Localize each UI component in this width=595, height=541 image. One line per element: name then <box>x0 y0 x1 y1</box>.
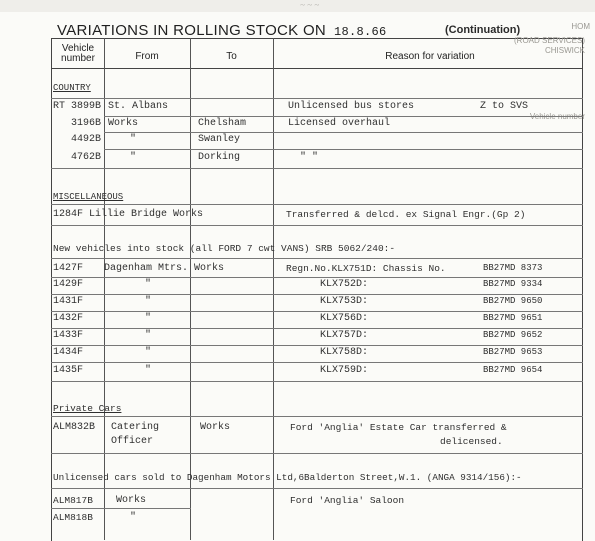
van-1-chassis: BB27MD 8373 <box>483 263 543 273</box>
van-1-from: Dagenham Mtrs. Works <box>104 263 225 274</box>
page-title <box>57 22 387 39</box>
row-2-to: Chelsham <box>198 118 247 129</box>
row-rule <box>51 311 583 312</box>
sold-2-from: " <box>130 512 137 523</box>
col-divider-1 <box>104 38 105 540</box>
new-vehicles-note: New vehicles into stock (all FORD 7 cwt VANS) SRB 5062/240:- <box>53 243 396 254</box>
row-rule <box>51 98 583 99</box>
section-private: Private Cars <box>53 403 122 414</box>
row-rule <box>51 277 583 278</box>
van-1-vehicle: 1427F <box>53 263 84 274</box>
van-5-vehicle: 1433F <box>53 330 84 341</box>
van-3-vehicle: 1431F <box>53 296 84 307</box>
row-rule <box>104 132 583 133</box>
sold-1-from: Works <box>116 495 147 506</box>
title-text: VARIATIONS IN ROLLING STOCK ON <box>57 22 327 39</box>
van-2-vehicle: 1429F <box>53 279 84 290</box>
row-rule <box>51 345 583 346</box>
row-3-to: Swanley <box>198 134 241 145</box>
row-rule <box>104 149 583 150</box>
row-rule <box>51 508 191 509</box>
col-header-from: From <box>135 51 159 62</box>
col-header-reason: Reason for variation <box>385 51 475 62</box>
row-rule <box>51 453 583 454</box>
bleed-scribble: ~ ~ ~ <box>300 0 320 10</box>
sold-1-vehicle: ALM817B <box>53 495 93 506</box>
van-4-regn: KLX756D: <box>320 313 369 324</box>
row-rule <box>104 116 583 117</box>
van-6-vehicle: 1434F <box>53 347 84 358</box>
van-7-vehicle: 1435F <box>53 365 84 376</box>
bleed-road-services: (ROAD SERVICES) <box>514 36 585 45</box>
row-1-extra: Z to SVS <box>480 101 529 112</box>
top-bleed-strip <box>0 0 595 12</box>
row-rule <box>51 328 583 329</box>
row-rule <box>51 488 583 489</box>
row-rule <box>51 204 583 205</box>
row-rule <box>51 416 583 417</box>
row-3-vehicle: 4492B <box>71 134 102 145</box>
table-frame <box>51 38 583 541</box>
van-3-chassis: BB27MD 9650 <box>483 296 543 306</box>
van-7-from: " <box>145 365 152 376</box>
col-divider-2 <box>190 38 191 540</box>
van-5-from: " <box>145 330 152 341</box>
van-5-chassis: BB27MD 9652 <box>483 330 543 340</box>
private-vehicle: ALM832B <box>53 422 96 433</box>
row-4-from: " <box>130 152 137 163</box>
van-4-chassis: BB27MD 9651 <box>483 313 543 323</box>
private-reason-2: delicensed. <box>440 436 503 447</box>
row-1-reason: Unlicensed bus stores <box>288 101 415 112</box>
van-3-regn: KLX753D: <box>320 296 369 307</box>
van-2-chassis: BB27MD 9334 <box>483 279 543 289</box>
row-rule <box>51 225 583 226</box>
bleed-vehicle-number: Vehicle number <box>529 112 585 121</box>
row-5-vehicle: 1284F <box>53 209 84 220</box>
van-4-from: " <box>145 313 152 324</box>
row-3-from: " <box>130 134 137 145</box>
row-2-reason: Licensed overhaul <box>288 118 391 129</box>
col-header-vehicle: Vehicle number <box>61 43 95 64</box>
continuation-label: (Continuation) <box>445 24 521 36</box>
section-misc: MISCELLANEOUS <box>53 192 124 202</box>
section-country: COUNTRY <box>53 83 91 93</box>
private-to: Works <box>200 422 231 433</box>
van-3-from: " <box>145 296 152 307</box>
row-1-vehicle: RT 3899B <box>53 101 102 112</box>
row-5-from: Lillie Bridge Works <box>89 209 204 220</box>
van-6-from: " <box>145 347 152 358</box>
row-rule <box>51 362 583 363</box>
row-rule <box>51 381 583 382</box>
private-from-1: Catering <box>111 422 160 433</box>
van-4-vehicle: 1432F <box>53 313 84 324</box>
sold-2-vehicle: ALM818B <box>53 512 93 523</box>
private-reason-1: Ford 'Anglia' Estate Car transferred & <box>290 422 507 433</box>
title-date: 18.8.66 <box>334 25 387 39</box>
row-4-reason: " " <box>300 152 319 163</box>
row-5-reason: Transferred & delcd. ex Signal Engr.(Gp 2) <box>286 209 526 220</box>
row-rule <box>51 294 583 295</box>
sold-1-reason: Ford 'Anglia' Saloon <box>290 495 405 506</box>
col-header-to: To <box>226 51 237 62</box>
private-from-2: Officer <box>111 436 154 447</box>
row-2-from: Works <box>108 118 139 129</box>
row-rule <box>51 168 583 169</box>
van-2-from: " <box>145 279 152 290</box>
row-4-vehicle: 4762B <box>71 152 102 163</box>
van-5-regn: KLX757D: <box>320 330 369 341</box>
sold-note: Unlicensed cars sold to Dagenham Motors Ltd,6Balderton Street,W.1. (ANGA 9314/156):- <box>53 472 522 483</box>
van-7-regn: KLX759D: <box>320 365 369 376</box>
row-4-to: Dorking <box>198 152 241 163</box>
row-2-vehicle: 3196B <box>71 118 102 129</box>
col-divider-3 <box>273 38 274 540</box>
van-2-regn: KLX752D: <box>320 279 369 290</box>
row-rule <box>51 258 583 259</box>
row-1-from: St. Albans <box>108 101 169 112</box>
van-1-regn: Regn.No.KLX751D: Chassis No. <box>286 263 446 274</box>
bleed-chiswick: CHISWICK <box>545 46 585 55</box>
header-divider <box>51 68 583 69</box>
van-7-chassis: BB27MD 9654 <box>483 365 543 375</box>
van-6-chassis: BB27MD 9653 <box>483 347 543 357</box>
van-6-regn: KLX758D: <box>320 347 369 358</box>
bleed-hom: HOM <box>571 22 590 31</box>
